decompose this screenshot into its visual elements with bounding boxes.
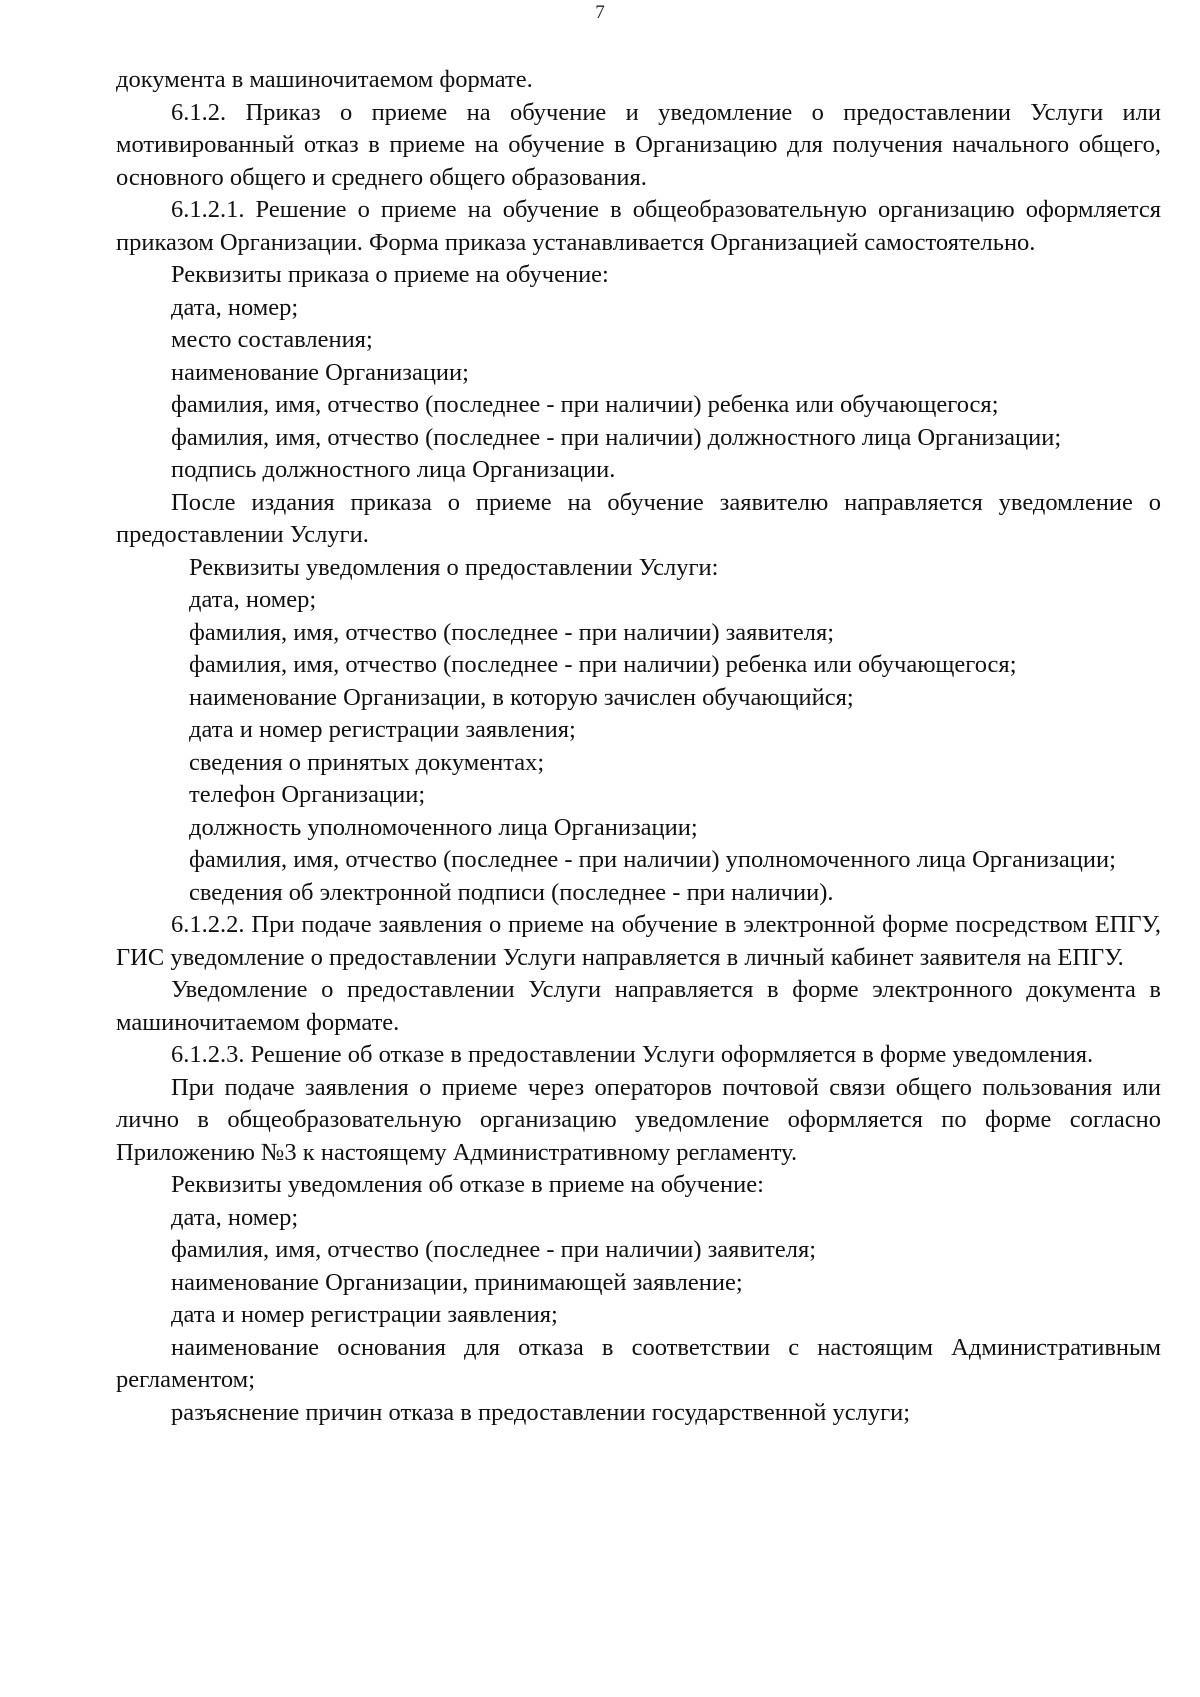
list-item: фамилия, имя, отчество (последнее - при наличии) уполномоченного лица Организации; [189,846,1116,873]
document-body [116,64,1161,1429]
list-item: дата, номер; [171,293,299,321]
list-item: дата, номер; [189,586,317,613]
list-item: фамилия, имя, отчество (последнее - при наличии) ребенка или обучающегося; [171,391,999,418]
list-item: место составления; [171,326,373,353]
list-item: сведения об электронной подписи (последнее - при наличии). [189,878,834,906]
paragraph: 6.1.2.2. При подаче заявления о приеме на обучение в электронной форме посредством ЕПГУ, ГИС уведомление о предоставлении Услуги направляется в личный кабинет заявителя на ЕПГУ. [116,911,1161,971]
list-item: наименование Организации, в которую зачислен обучающийся; [189,683,854,711]
paragraph: Реквизиты приказа о приеме на обучение: [171,261,609,288]
list-item: разъяснение причин отказа в предоставлении государственной услуги; [171,1398,911,1426]
list-item: дата, номер; [171,1203,299,1231]
paragraph: После издания приказа о приеме на обучение заявителю направляется уведомление о предоставлении Услуги. [116,488,1161,548]
list-item: сведения о принятых документах; [189,748,545,776]
list-item: фамилия, имя, отчество (последнее - при наличии) должностного лица Организации; [171,423,1062,451]
list-item: дата и номер регистрации заявления; [189,716,576,743]
list-item: подпись должностного лица Организации. [171,456,616,483]
paragraph: Реквизиты уведомления об отказе в приеме на обучение: [171,1171,764,1198]
list-item: наименование основания для отказа в соответствии с настоящим Административным регламентом; [116,1333,1161,1393]
list-item: должность уполномоченного лица Организации; [189,813,698,841]
paragraph: 6.1.2.3. Решение об отказе в предоставлении Услуги оформляется в форме уведомления. [171,1041,1094,1068]
list-item: фамилия, имя, отчество (последнее - при наличии) заявителя; [171,1236,817,1263]
list-item: дата и номер регистрации заявления; [171,1301,558,1328]
list-item: фамилия, имя, отчество (последнее - при наличии) заявителя; [189,618,835,646]
paragraph: Реквизиты уведомления о предоставлении Услуги: [189,553,719,581]
paragraph: Уведомление о предоставлении Услуги направляется в форме электронного документа в машиночитаемом формате. [116,976,1161,1036]
paragraph: При подаче заявления о приеме через операторов почтовой связи общего пользования или лично в общеобразовательную организацию уведомление оформляется по форме согласно Приложению №3 к настоящему Административному регламенту. [116,1073,1161,1166]
list-item: наименование Организации; [171,358,469,386]
page-number: 7 [595,2,605,23]
paragraph: документа в машиночитаемом формате. [116,66,533,93]
paragraph: 6.1.2. Приказ о приеме на обучение и уведомление о предоставлении Услуги или мотивированный отказ в приеме на обучение в Организацию для получения начального общего, основного общего и среднего общего образования. [116,98,1161,191]
list-item: телефон Организации; [189,781,426,808]
paragraph: 6.1.2.1. Решение о приеме на обучение в общеобразовательную организацию оформляется приказом Организации. Форма приказа устанавливается Организацией самостоятельно. [116,196,1161,256]
list-item: наименование Организации, принимающей заявление; [171,1268,743,1296]
list-item: фамилия, имя, отчество (последнее - при наличии) ребенка или обучающегося; [189,651,1017,678]
